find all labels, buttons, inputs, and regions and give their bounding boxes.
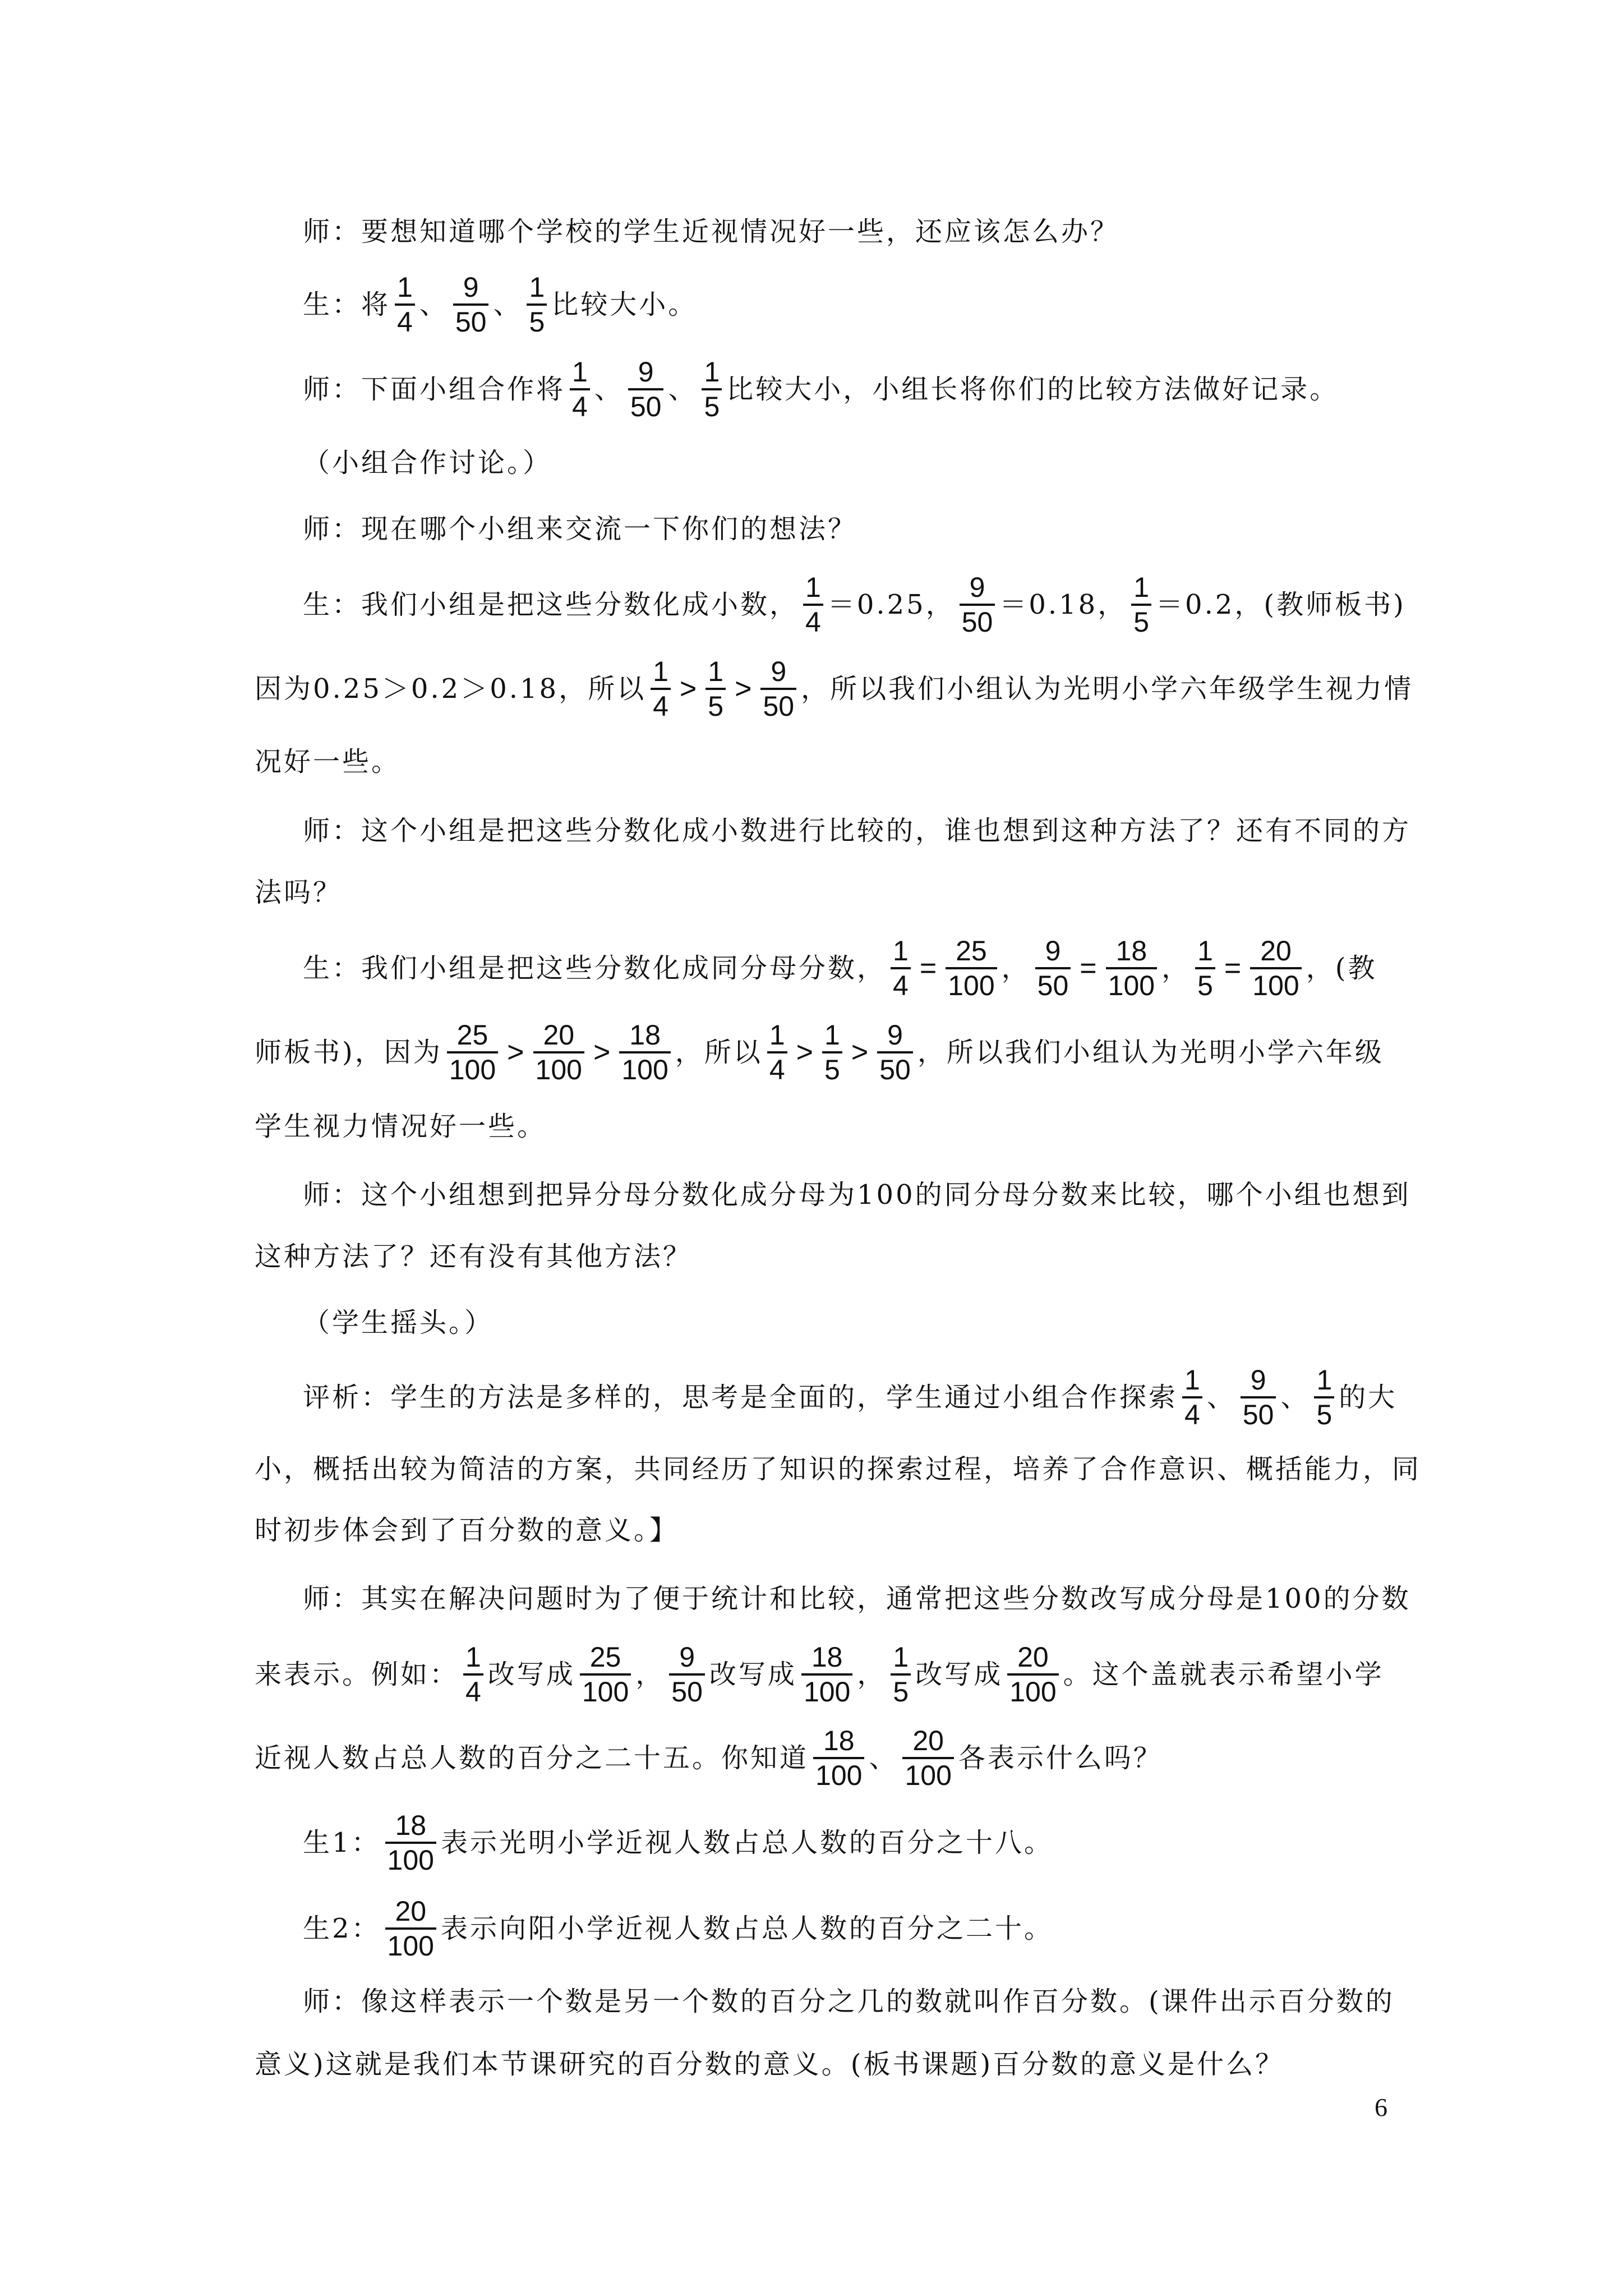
math-operator: >: [593, 1036, 611, 1069]
text-run: 、: [869, 1742, 898, 1774]
fraction-denominator: 50: [1035, 967, 1071, 1002]
fraction-numerator: 20: [395, 1895, 427, 1927]
text-run: 、: [594, 374, 624, 405]
fraction: [651, 655, 671, 723]
text-run: 近视人数占总人数的百分之二十五。你知道: [255, 1742, 809, 1774]
fraction: [946, 935, 997, 1002]
text-run: 学生视力情况好一些。: [255, 1111, 547, 1142]
fraction: [395, 271, 415, 338]
fraction-denominator: 50: [760, 688, 796, 723]
text-run: 。这个盖就表示希望小学: [1063, 1659, 1384, 1690]
fraction: [767, 1019, 787, 1086]
text-run: 比较大小，小组长将你们的比较方法做好记录。: [726, 374, 1339, 405]
text-run: 师：要想知道哪个学校的学生近视情况好一些，还应该怎么办？: [303, 216, 1120, 247]
fraction: [902, 1724, 953, 1792]
text-run: 各表示什么吗？: [958, 1742, 1163, 1774]
fraction-denominator: 4: [570, 388, 590, 423]
fraction: [1106, 935, 1157, 1002]
text-run: 法吗？: [255, 877, 343, 908]
text-run: ，所以我们小组认为光明小学六年级学生视力情: [801, 673, 1414, 705]
fraction: [463, 1641, 483, 1708]
text-run: （小组合作讨论。）: [303, 447, 552, 478]
text-run: 意义)这就是我们本节课研究的百分数的意义。(板书课题)百分数的意义是什么？: [255, 2049, 1285, 2080]
fraction-denominator: 50: [628, 388, 664, 423]
fraction-numerator: 1: [824, 1019, 840, 1051]
text-run: 、: [668, 374, 698, 405]
text-run: 师：这个小组想到把异分母分数化成分母为100的同分母分数来比较，哪个小组也想到: [303, 1179, 1411, 1211]
text-run: 生：将: [303, 289, 391, 320]
fraction: [385, 1895, 436, 1962]
fraction-denominator: 50: [453, 303, 489, 338]
math-operator: >: [796, 1036, 813, 1069]
fraction: [628, 356, 664, 423]
text-run: ，所以: [675, 1037, 763, 1068]
fraction: [813, 1724, 864, 1792]
fraction-denominator: 50: [1241, 1396, 1276, 1431]
fraction-numerator: 20: [543, 1019, 575, 1051]
text-run: ，: [635, 1659, 665, 1690]
text-run: 改写成: [915, 1659, 1003, 1690]
text-run: 师：其实在解决问题时为了便于统计和比较，通常把这些分数改写成分母是100的分数: [303, 1583, 1411, 1614]
text-run: 、: [419, 289, 449, 320]
fraction-numerator: 20: [912, 1725, 944, 1756]
text-run: 生1：: [303, 1827, 381, 1858]
fraction-denominator: 100: [533, 1051, 584, 1086]
fraction-numerator: 1: [1197, 935, 1213, 967]
fraction-numerator: 1: [529, 272, 545, 303]
text-run: 师板书)，因为: [255, 1037, 442, 1068]
math-operator: =: [919, 952, 937, 984]
fraction-denominator: 50: [877, 1051, 913, 1086]
fraction-numerator: 9: [679, 1641, 695, 1673]
fraction-numerator: 1: [653, 656, 668, 687]
fraction-denominator: 100: [385, 1842, 436, 1876]
fraction-numerator: 9: [1045, 935, 1061, 967]
fraction: [801, 1641, 852, 1708]
text-run: 表示向阳小学近视人数占总人数的百分之二十。: [440, 1913, 1053, 1944]
fraction: [877, 1019, 913, 1086]
text-run: 、: [493, 289, 523, 320]
fraction: [706, 655, 726, 723]
fraction: [1035, 935, 1071, 1002]
text-run: 比较大小。: [551, 289, 698, 320]
fraction-numerator: 9: [771, 656, 787, 687]
fraction: [570, 356, 590, 423]
fraction-numerator: 1: [465, 1641, 481, 1673]
fraction-denominator: 4: [767, 1051, 787, 1086]
fraction: [580, 1641, 631, 1708]
fraction-numerator: 1: [704, 356, 720, 388]
text-run: 师：像这样表示一个数是另一个数的百分之几的数就叫作百分数。(课件出示百分数的: [303, 1986, 1395, 2017]
text-run: 师：下面小组合作将: [303, 374, 566, 405]
fraction: [533, 1019, 584, 1086]
fraction-numerator: 9: [969, 572, 985, 603]
fraction-numerator: 25: [457, 1019, 488, 1051]
text-run: 生2：: [303, 1913, 381, 1944]
fraction-numerator: 25: [589, 1641, 621, 1673]
fraction-numerator: 18: [395, 1810, 427, 1841]
fraction-numerator: 1: [708, 656, 724, 687]
fraction-denominator: 5: [706, 688, 726, 723]
fraction-denominator: 100: [813, 1757, 864, 1792]
fraction: [447, 1019, 498, 1086]
text-run: 这种方法了？还有没有其他方法？: [255, 1241, 693, 1272]
text-run: 改写成: [487, 1659, 575, 1690]
fraction: [1314, 1364, 1334, 1431]
text-run: （学生摇头。）: [303, 1307, 494, 1338]
text-run: ，: [857, 1659, 887, 1690]
fraction: [1131, 571, 1151, 638]
math-operator: =: [1224, 952, 1242, 984]
fraction-denominator: 50: [669, 1673, 705, 1708]
text-run: 况好一些。: [255, 746, 401, 777]
math-operator: >: [851, 1036, 869, 1069]
fraction-numerator: 1: [769, 1019, 785, 1051]
fraction-numerator: 9: [887, 1019, 903, 1051]
fraction-denominator: 100: [1007, 1673, 1058, 1708]
fraction: [527, 271, 547, 338]
fraction: [1250, 935, 1301, 1002]
fraction: [1195, 935, 1215, 1002]
text-run: ＝0.25，: [827, 589, 955, 620]
fraction-numerator: 18: [823, 1725, 855, 1756]
fraction-denominator: 100: [902, 1757, 953, 1792]
text-run: 师：现在哪个小组来交流一下你们的想法？: [303, 513, 857, 545]
fraction-denominator: 100: [946, 967, 997, 1002]
fraction: [760, 655, 796, 723]
fraction: [702, 356, 722, 423]
fraction-denominator: 5: [1314, 1396, 1334, 1431]
fraction-denominator: 5: [1195, 967, 1215, 1002]
fraction: [891, 1641, 911, 1708]
fraction-denominator: 4: [463, 1673, 483, 1708]
fraction-denominator: 4: [803, 604, 823, 638]
text-run: ，: [1001, 953, 1031, 984]
page-number: 6: [1375, 2093, 1387, 2122]
fraction-denominator: 5: [1131, 604, 1151, 638]
text-run: 来表示。例如：: [255, 1659, 459, 1690]
text-run: 、: [1206, 1382, 1236, 1413]
fraction-numerator: 9: [463, 272, 479, 303]
fraction-numerator: 20: [1017, 1641, 1049, 1673]
fraction: [669, 1641, 705, 1708]
fraction-numerator: 1: [1133, 572, 1150, 603]
text-run: 评析：学生的方法是多样的，思考是全面的，学生通过小组合作探索: [303, 1382, 1178, 1413]
fraction-denominator: 5: [527, 303, 547, 338]
text-run: ，所以我们小组认为光明小学六年级: [917, 1037, 1384, 1068]
text-run: ，(教: [1306, 953, 1377, 984]
fraction: [1007, 1641, 1058, 1708]
text-run: 的大: [1339, 1382, 1398, 1413]
fraction-denominator: 100: [580, 1673, 631, 1708]
fraction-numerator: 1: [805, 572, 821, 603]
fraction-numerator: 1: [1184, 1364, 1200, 1396]
fraction: [453, 271, 489, 338]
math-operator: =: [1080, 952, 1097, 984]
text-run: 时初步体会到了百分数的意义。】: [255, 1515, 679, 1546]
fraction-denominator: 5: [702, 388, 722, 423]
fraction: [822, 1019, 842, 1086]
text-run: 生：我们小组是把这些分数化成同分母分数，: [303, 953, 887, 984]
fraction: [803, 571, 823, 638]
fraction: [619, 1019, 670, 1086]
fraction-denominator: 100: [447, 1051, 498, 1086]
fraction-numerator: 25: [956, 935, 987, 967]
fraction-denominator: 100: [1250, 967, 1301, 1002]
fraction: [1241, 1364, 1276, 1431]
fraction-denominator: 4: [1182, 1396, 1202, 1431]
fraction-numerator: 18: [811, 1641, 843, 1673]
text-run: ＝0.18，: [999, 589, 1127, 620]
fraction-denominator: 5: [822, 1051, 842, 1086]
fraction-denominator: 4: [395, 303, 415, 338]
fraction-numerator: 18: [629, 1019, 661, 1051]
fraction: [1182, 1364, 1202, 1431]
fraction-numerator: 18: [1115, 935, 1147, 967]
fraction-numerator: 9: [1250, 1364, 1266, 1396]
fraction-denominator: 100: [385, 1927, 436, 1962]
math-operator: >: [507, 1036, 524, 1069]
text-run: ，: [1161, 953, 1191, 984]
fraction-denominator: 4: [651, 688, 671, 723]
fraction-denominator: 50: [960, 604, 995, 638]
fraction-numerator: 1: [1316, 1364, 1332, 1396]
fraction-numerator: 1: [893, 935, 909, 967]
fraction-numerator: 20: [1260, 935, 1292, 967]
fraction: [385, 1809, 436, 1876]
fraction-denominator: 100: [1106, 967, 1157, 1002]
fraction: [891, 935, 911, 1002]
fraction: [960, 571, 995, 638]
math-operator: >: [735, 673, 752, 705]
fraction-denominator: 100: [801, 1673, 852, 1708]
text-run: 小，概括出较为简洁的方案，共同经历了知识的探索过程，培养了合作意识、概括能力，同: [255, 1453, 1422, 1485]
text-run: 改写成: [709, 1659, 797, 1690]
fraction-denominator: 100: [619, 1051, 670, 1086]
fraction-numerator: 1: [572, 356, 588, 388]
fraction-denominator: 5: [891, 1673, 911, 1708]
text-run: 师：这个小组是把这些分数化成小数进行比较的，谁也想到这种方法了？还有不同的方: [303, 815, 1412, 846]
fraction-numerator: 1: [397, 272, 413, 303]
text-run: 因为0.25＞0.2＞0.18，所以: [255, 673, 647, 705]
text-run: 表示光明小学近视人数占总人数的百分之十八。: [440, 1827, 1053, 1858]
fraction-numerator: 1: [893, 1641, 909, 1673]
math-operator: >: [679, 673, 697, 705]
text-run: 、: [1280, 1382, 1310, 1413]
fraction-denominator: 4: [891, 967, 911, 1002]
fraction-numerator: 9: [638, 356, 654, 388]
text-run: ＝0.2，(教师板书): [1156, 589, 1406, 620]
text-run: 生：我们小组是把这些分数化成小数，: [303, 589, 799, 620]
